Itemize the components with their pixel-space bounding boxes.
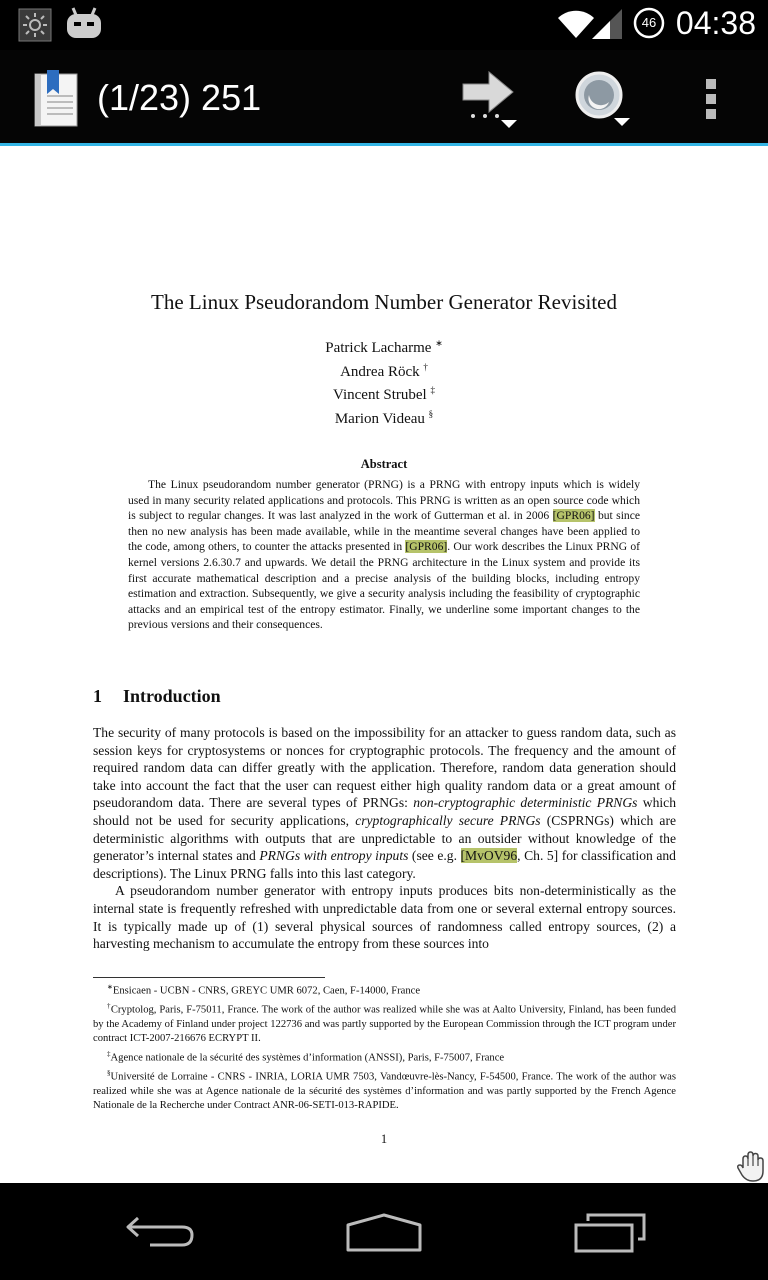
battery-icon	[633, 7, 665, 44]
back-icon[interactable]	[124, 1213, 196, 1258]
abstract-heading: Abstract	[360, 457, 408, 471]
action-bar	[0, 50, 768, 143]
citation-link[interactable]: [MvOV96	[460, 848, 518, 864]
footnote: †Cryptolog, Paris, F-75011, France. The work of the author was realized while she was at Aalto University, Finland, has been funded by the Academy of Finland under project 122736 and was partly supported by the European Commission through the ICT program under contract ICT-2007-216676 ECRYPT II.	[93, 1001, 676, 1045]
navigation-bar	[0, 1183, 768, 1280]
hand-pan-icon[interactable]	[736, 1151, 766, 1183]
search-icon[interactable]	[572, 68, 636, 137]
overflow-menu-icon[interactable]	[700, 76, 724, 125]
author: Marion Videau §	[334, 408, 434, 427]
paragraph: The security of many protocols is based on the impossibility for an attacker to guess random data, such as session keys for cryptosystems or nonces for cryptographic protocols. The frequency and the amount of required random data can differ greatly with the application. Therefore, random data generation should take into account the fact that the user can request either high quality random data or a great amount of pseudorandom data. There are several types of PRNGs: non-cryptographic deterministic PRNGs which should not be used for security applications, cryptographically secure PRNGs (CSPRNGs) which are deterministic algorithms with outputs that are unpredictable to an outsider without knowledge of the generator’s internal states and PRNGs with entropy inputs (see e.g. [MvOV96, Ch. 5] for classification and descriptions). The Linux PRNG falls into this last category.	[93, 725, 677, 881]
footnote: ∗Ensicaen - UCBN - CNRS, GREYC UMR 6072, Caen, F-14000, France	[107, 983, 421, 997]
footnote: §Université de Lorraine - CNRS - INRIA, LORIA UMR 7503, Vandœuvre-lès-Nancy, F-54500, France. The work of the author was realized while she was at Agence nationale de la sécurité des systèmes d’information and was partly supported by the French Agence Nationale de la Recherche under Contract ANR-06-SETI-013-RAPIDE.	[93, 1068, 676, 1111]
signal-icon	[592, 9, 622, 44]
goto-page-icon[interactable]	[459, 70, 523, 137]
section-heading: 1 Introduction	[93, 686, 221, 706]
author: Vincent Strubel ‡	[333, 385, 435, 403]
page-indicator[interactable]: (1/23) 251	[97, 77, 262, 118]
android-cyanogen-icon	[64, 6, 104, 45]
battery-level: 46	[641, 15, 657, 30]
status-bar	[0, 0, 768, 50]
clock: 04:38	[675, 5, 756, 41]
footnotes	[93, 980, 676, 1113]
citation-link[interactable]: [GPR06]	[552, 509, 595, 523]
wifi-icon	[557, 9, 595, 44]
author: Patrick Lacharme ∗	[325, 338, 443, 356]
page-number: 1	[380, 1132, 388, 1146]
abstract-text: The Linux pseudorandom number generator (PRNG) is a PRNG with entropy inputs which is widely used in many security related applications and protocols. This PRNG is written as an open source code which is subject to regular changes. It was last analyzed in the work of Gutterman et al. in 2006 [GPR06] but since then no new analysis has been made available, while in the meantime several changes have been applied to the code, among others, to counter the attacks presented in [GPR06]. Our work describes the Linux PRNG of kernel versions 2.6.30.7 and upwards. We detail the PRNG architecture in the Linux system and provide its first accurate mathematical description and a precise analysis of the building blocks, including entropy estimation and extraction. Subsequently, we give a security analysis including the feasibility of cryptographic attacks and an empirical test of the entropy estimator. Finally, we underline some important changes to the previous versions and their consequences.	[128, 478, 641, 632]
home-icon[interactable]	[346, 1213, 422, 1258]
introduction-text	[93, 724, 676, 953]
document-title: The Linux Pseudorandom Number Generator Revisited	[151, 290, 617, 314]
citation-link[interactable]: [GPR06]	[405, 540, 448, 554]
footnote-divider	[93, 977, 325, 978]
author: Andrea Röck †	[340, 361, 428, 380]
paragraph: A pseudorandom number generator with entropy inputs produces bits non-deterministically as the internal state is frequently refreshed with unpredictable data from one or several external entropy sources. It is typically made up of (1) several physical sources of randomness called entropy sources, (2) a harvesting mechanism to accumulate the entropy from these sources into	[93, 883, 676, 952]
footnote: ‡Agence nationale de la sécurité des systèmes d’information (ANSSI), Paris, F-75007, France	[107, 1049, 505, 1064]
recent-apps-icon[interactable]	[574, 1213, 646, 1258]
brightness-icon	[18, 8, 52, 47]
author-list	[0, 334, 768, 428]
bookmark-book-icon[interactable]	[33, 70, 81, 133]
pdf-page[interactable]	[0, 146, 768, 1183]
